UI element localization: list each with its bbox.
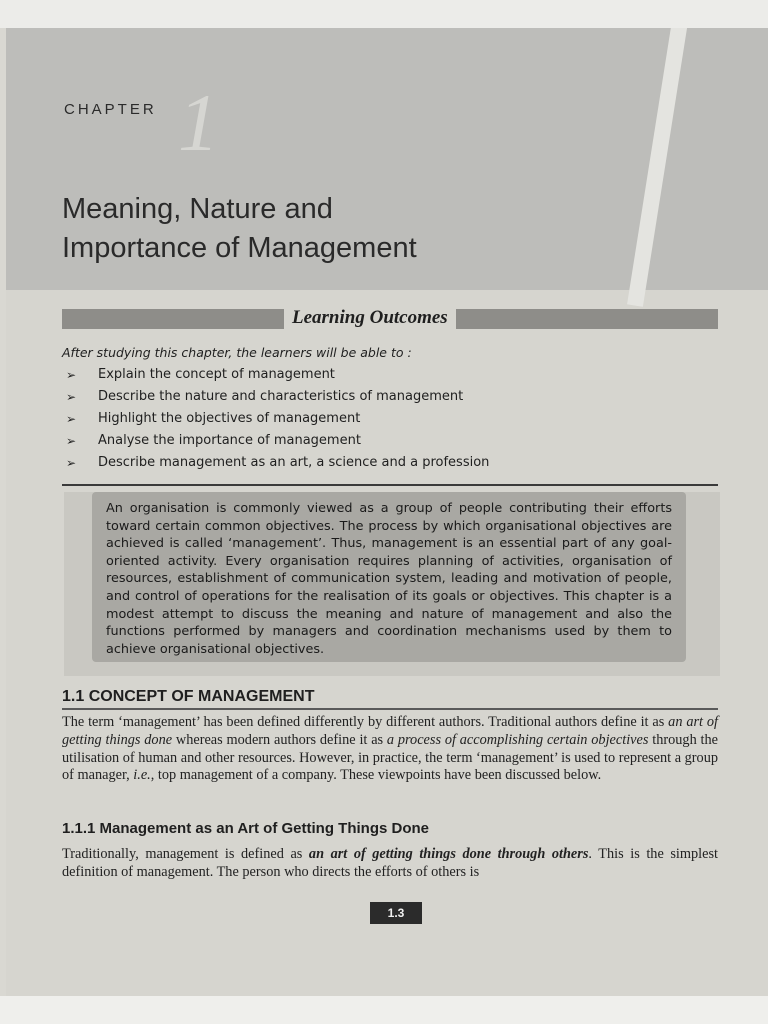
page-number: 1.3 — [370, 902, 422, 924]
chapter-intro-box: An organisation is commonly viewed as a group of people contributing their efforts toward certain common objectives. The process by which organisational objectives are achieved is called ‘management’. Thus, management is an essential part of any goal-oriented activity. Every organisation requires planning of activities, organisation of resources, establishment of communication system, leading and motivation of people, and control of operations for the realisation of its goals or objectives. This chapter is a modest attempt to discuss the meaning and nature of management and also the functions performed by managers and coordination mechanisms used by them to achieve organisational objectives. — [92, 492, 686, 662]
list-item — [66, 452, 489, 474]
text-run: , top management of a company. These viewpoints have been discussed below. — [150, 767, 602, 784]
list-item-text: Explain the concept of management — [98, 367, 335, 382]
section-1-1-paragraph — [62, 714, 718, 785]
header-decorative-slash — [627, 28, 690, 307]
emphasis-text: an art of getting things done through others — [308, 846, 589, 862]
text-run: The term ‘management’ has been defined differently by different authors. Traditional authors define it as — [62, 714, 669, 730]
list-item — [66, 430, 489, 452]
learning-outcomes-intro: After studying this chapter, the learners will be able to : — [62, 345, 412, 360]
intro-frame — [64, 492, 720, 676]
chapter-title-line-2: Importance of Management — [62, 232, 417, 264]
list-item — [66, 408, 489, 430]
chapter-title — [62, 190, 417, 268]
chapter-header-band — [6, 28, 768, 290]
list-item-text: Describe management as an art, a science and a profession — [98, 455, 490, 470]
emphasis-text: a process of accomplishing certain objectives — [386, 731, 649, 748]
list-item — [66, 386, 489, 408]
arrow-bullet-icon: ➢ — [66, 368, 77, 382]
section-heading-1-1-1: 1.1.1 Management as an Art of Getting Things Done — [62, 820, 429, 837]
list-item-text: Highlight the objectives of management — [98, 411, 361, 426]
arrow-bullet-icon: ➢ — [66, 390, 77, 404]
scan-bottom-margin — [0, 996, 768, 1024]
learning-outcomes-title: Learning Outcomes — [284, 305, 456, 331]
arrow-bullet-icon: ➢ — [66, 412, 77, 426]
arrow-bullet-icon: ➢ — [66, 434, 77, 448]
scan-top-margin — [0, 0, 768, 28]
section-heading-1-1: 1.1 CONCEPT OF MANAGEMENT — [62, 688, 315, 705]
text-run: . This is the simplest definition of management. The person who directs the efforts of others is — [62, 846, 718, 880]
section-divider — [62, 708, 718, 710]
learning-outcomes-banner — [62, 305, 718, 331]
book-page — [6, 28, 768, 996]
list-item-text: Describe the nature and characteristics of management — [98, 389, 464, 404]
chapter-number: 1 — [178, 77, 219, 168]
text-run: Traditionally, management is defined as — [62, 846, 309, 862]
learning-outcomes-list — [66, 364, 489, 474]
section-1-1-1-paragraph — [62, 846, 718, 882]
emphasis-text: i.e. — [133, 767, 151, 784]
list-item — [66, 364, 489, 386]
list-item-text: Analyse the importance of management — [98, 433, 361, 448]
chapter-label: CHAPTER — [64, 101, 157, 118]
arrow-bullet-icon: ➢ — [66, 456, 77, 470]
learning-outcomes-divider — [62, 484, 718, 486]
chapter-title-line-1: Meaning, Nature and — [62, 193, 333, 225]
emphasis-text: an art of getting things done — [62, 714, 718, 748]
text-run: whereas modern authors define it as — [172, 731, 387, 748]
text-run: through the utilisation of human and other resources. However, in practice, the term ‘management’ is used to represent a group of manager, — [62, 731, 718, 784]
